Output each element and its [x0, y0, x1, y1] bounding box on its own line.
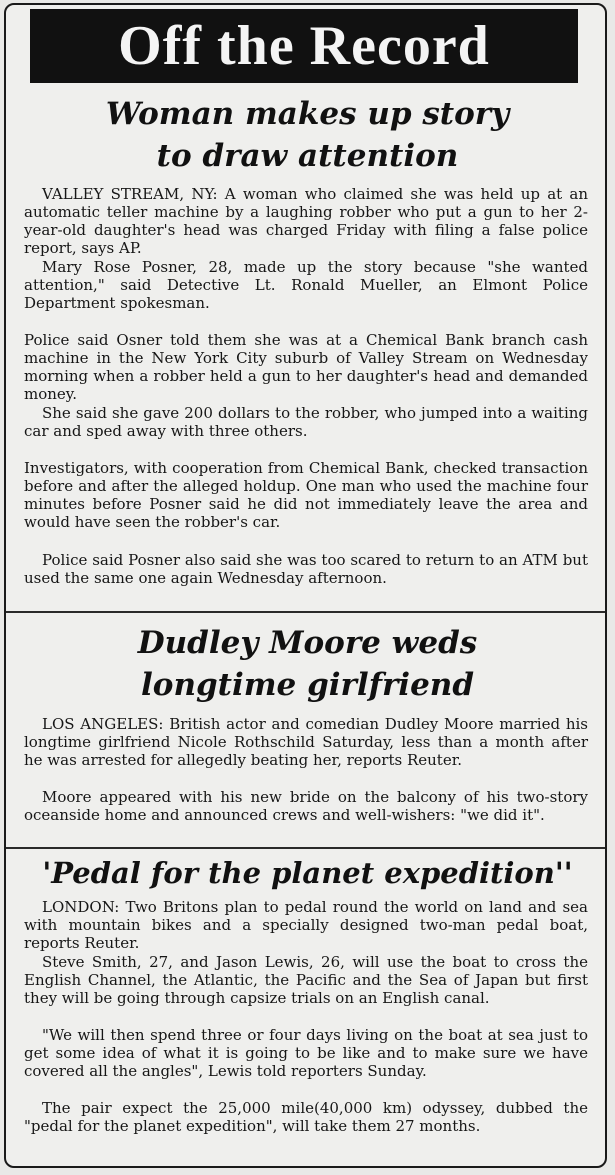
- article-paragraph: Police said Osner told them she was at a Chemical Bank branch cash machine in the New York City suburb of Valley Stream on Wednesday morning when a robber held a gun to her daughter's head and demanded money.: [24, 331, 588, 404]
- story-headline: 'Pedal for the planet expedition'': [42, 856, 573, 890]
- story-headline: [6, 622, 607, 706]
- headline-line: to draw attention: [156, 138, 459, 174]
- article-paragraph: VALLEY STREAM, NY: A woman who claimed she was held up at an automatic teller machine by a laughing robber who put a gun to her 2-year-old daughter's head was charged Friday with filing a false police report, says AP.: [24, 185, 588, 258]
- article-paragraph: Moore appeared with his new bride on the balcony of his two-story oceanside home and announced crews and well-wishers: "we did it".: [24, 788, 588, 825]
- article-paragraph: "We will then spend three or four days living on the boat at sea just to get some idea of what it is going to be like and to make sure we have covered all the angles", Lewis told reporters Sunday.: [24, 1026, 588, 1081]
- article-paragraph: Police said Posner also said she was too scared to return to an ATM but used the same one again Wednesday afternoon.: [24, 551, 588, 588]
- headline-line: longtime girlfriend: [140, 667, 475, 703]
- headline-line: Woman makes up story: [105, 96, 510, 132]
- article-paragraph: LOS ANGELES: British actor and comedian Dudley Moore married his longtime girlfriend Nicole Rothschild Saturday, less than a month after he was arrested for allegedly beating her, reports Reuter.: [24, 715, 588, 770]
- column-banner: [30, 9, 578, 83]
- story-headline: [6, 93, 607, 177]
- newspaper-clipping: [4, 3, 607, 1168]
- headline-line: Dudley Moore weds: [137, 625, 478, 661]
- section-divider: [6, 611, 607, 613]
- article-paragraph: Mary Rose Posner, 28, made up the story because "she wanted attention," said Detective Lt. Ronald Mueller, an Elmont Police Department spokesman.: [24, 258, 588, 313]
- section-divider: [6, 847, 607, 849]
- article-paragraph: LONDON: Two Britons plan to pedal round the world on land and sea with mountain bikes and a specially designed two-man pedal boat, reports Reuter.: [24, 898, 588, 953]
- article-paragraph: The pair expect the 25,000 mile(40,000 km) odyssey, dubbed the "pedal for the planet expedition", will take them 27 months.: [24, 1099, 588, 1136]
- article-paragraph: She said she gave 200 dollars to the robber, who jumped into a waiting car and sped away with three others.: [24, 404, 588, 441]
- article-paragraph: Steve Smith, 27, and Jason Lewis, 26, will use the boat to cross the English Channel, the Atlantic, the Pacific and the Sea of Japan but first they will be going through capsize trials on an English canal.: [24, 953, 588, 1008]
- article-paragraph: Investigators, with cooperation from Chemical Bank, checked transaction before and after the alleged holdup. One man who used the machine four minutes before Posner said he did not immediately leave the area and would have seen the robber's car.: [24, 459, 588, 532]
- banner-title: Off the Record: [118, 15, 490, 77]
